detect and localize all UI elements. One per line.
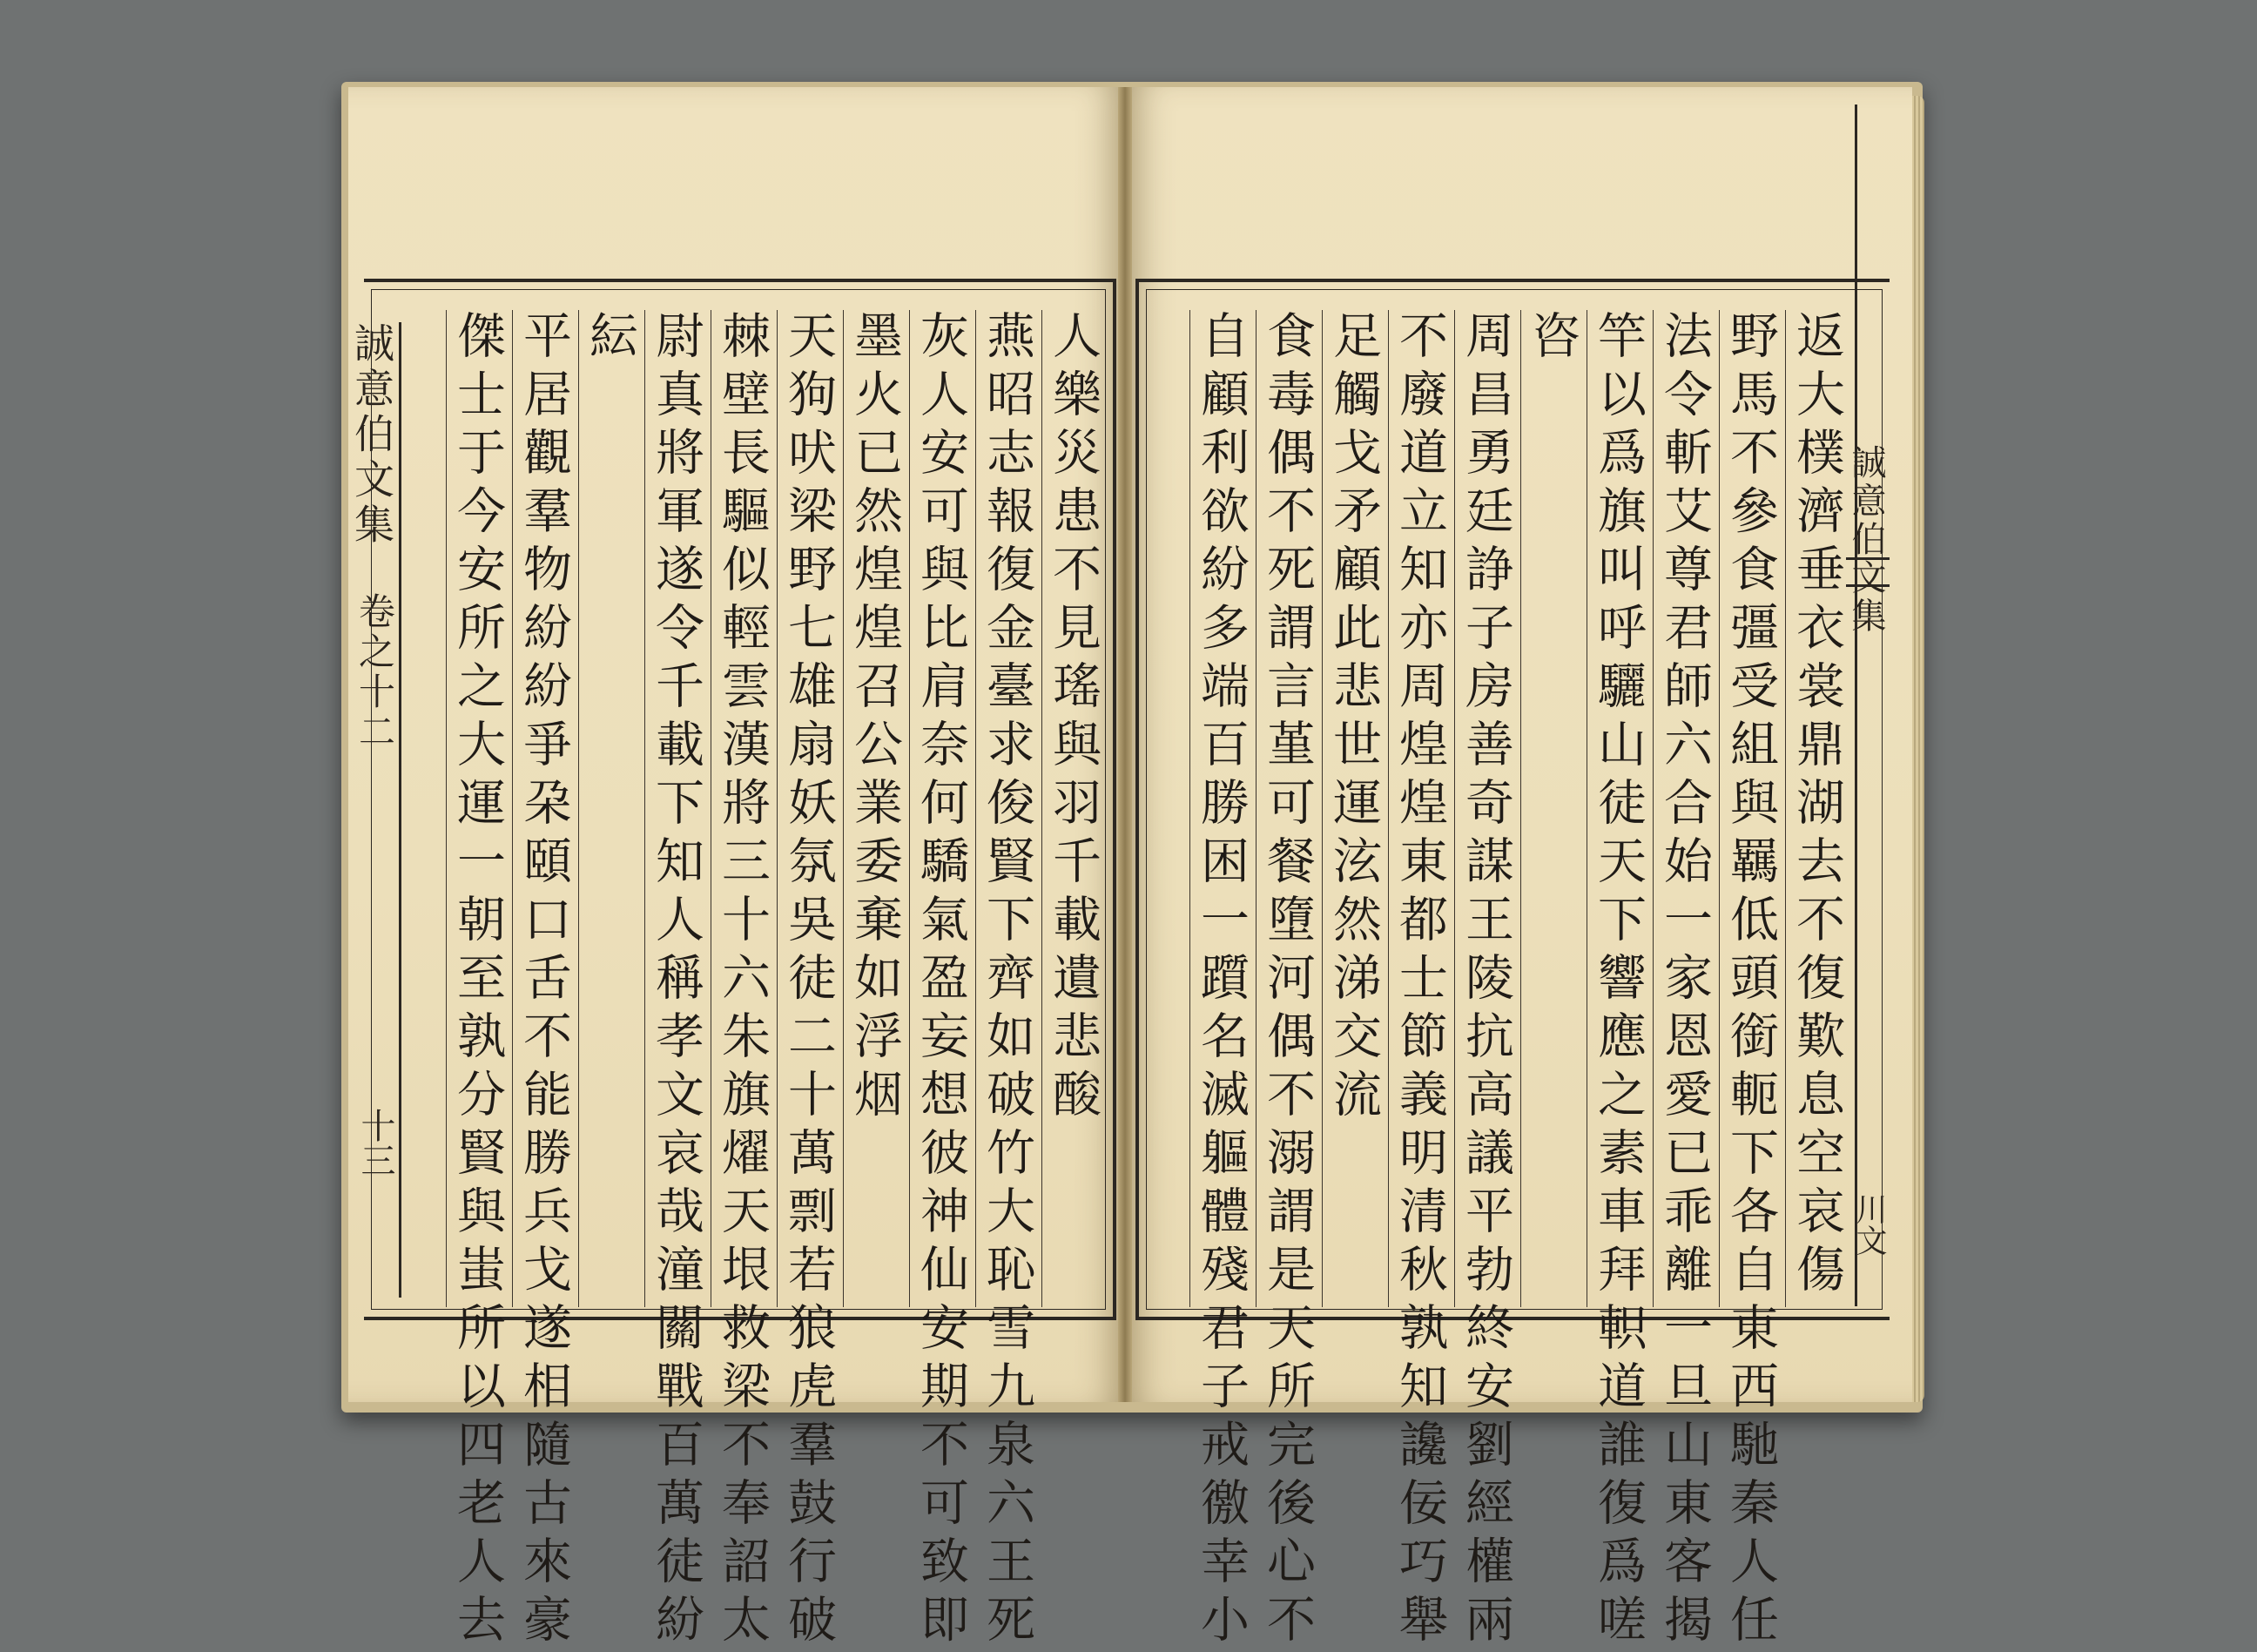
right-text-column: 自顧利欲紛多端百勝困一躓名滅軀體殘君子戒徼幸小: [1189, 310, 1251, 1307]
left-margin-title: 誠意伯文集: [348, 322, 395, 549]
left-margin-juan: 卷之十二: [354, 592, 396, 752]
left-text-column: 天狗吠梁野七雄扇妖氛吳徒二十萬剽若狼虎羣鼓行破: [777, 310, 839, 1307]
right-text-column: 返大樸濟垂衣裳鼎湖去不復歎息空哀傷: [1785, 310, 1847, 1307]
right-text-column: 野馬不參食彊受組與羈低頭銜軛下各自東西馳秦人任: [1719, 310, 1781, 1307]
right-text-column: 咨: [1520, 310, 1582, 1307]
right-text-column: 法令斬艾尊君師六合始一家恩愛已乖離一旦山東客揭: [1653, 310, 1715, 1307]
left-text-column: 紜: [578, 310, 640, 1307]
left-text-column: 平居觀羣物紛紛爭朶頤口舌不能勝兵戈遂相隨古來豪: [512, 310, 574, 1307]
book-gutter: [1118, 87, 1132, 1402]
right-banxin: [1846, 105, 1892, 1306]
left-text-column: 灰人安可與比肩奈何驕氣盈妄想彼神仙安期不可致即: [909, 310, 971, 1307]
right-text-column: 周昌勇廷諍子房善奇謀王陵抗高議平勃終安劉經權兩: [1454, 310, 1516, 1307]
left-text-column: 尉真將軍遂令千載下知人稱孝文哀哉潼關戰百萬徒紛: [644, 310, 706, 1307]
right-margin-title: 誠意伯文集: [1846, 444, 1886, 636]
right-text-column: 足觸戈矛顧此悲世運泫然涕交流: [1322, 310, 1384, 1307]
right-text-column: 食毒偶不死謂言堇可餐墮河偶不溺謂是天所完後心不: [1256, 310, 1317, 1307]
left-text-column: 棘壁長驅似輕雲漢將三十六朱旗燿天垠救梁不奉詔太: [711, 310, 772, 1307]
left-text-column: 燕昭志報復金臺求俊賢下齊如破竹大恥雪九泉六王死: [975, 310, 1037, 1307]
right-margin-mark: 川文: [1851, 1193, 1887, 1256]
right-text-column: 不廢道立知亦周煌煌東都士節義明清秋孰知讒佞巧舉: [1388, 310, 1450, 1307]
left-margin-page-number: 十三: [355, 1108, 395, 1177]
left-text-column: 傑士于今安所之大運一朝至孰分賢與蚩所以四老人去: [446, 310, 508, 1307]
left-text-column: 人樂災患不見瑤與羽千載遺悲酸: [1041, 310, 1103, 1307]
left-text-column: 墨火已然煌煌召公業委棄如浮烟: [843, 310, 905, 1307]
right-text-column: 竿以爲旗叫呼驪山徒天下響應之素車拜軹道誰復爲嗟: [1587, 310, 1648, 1307]
